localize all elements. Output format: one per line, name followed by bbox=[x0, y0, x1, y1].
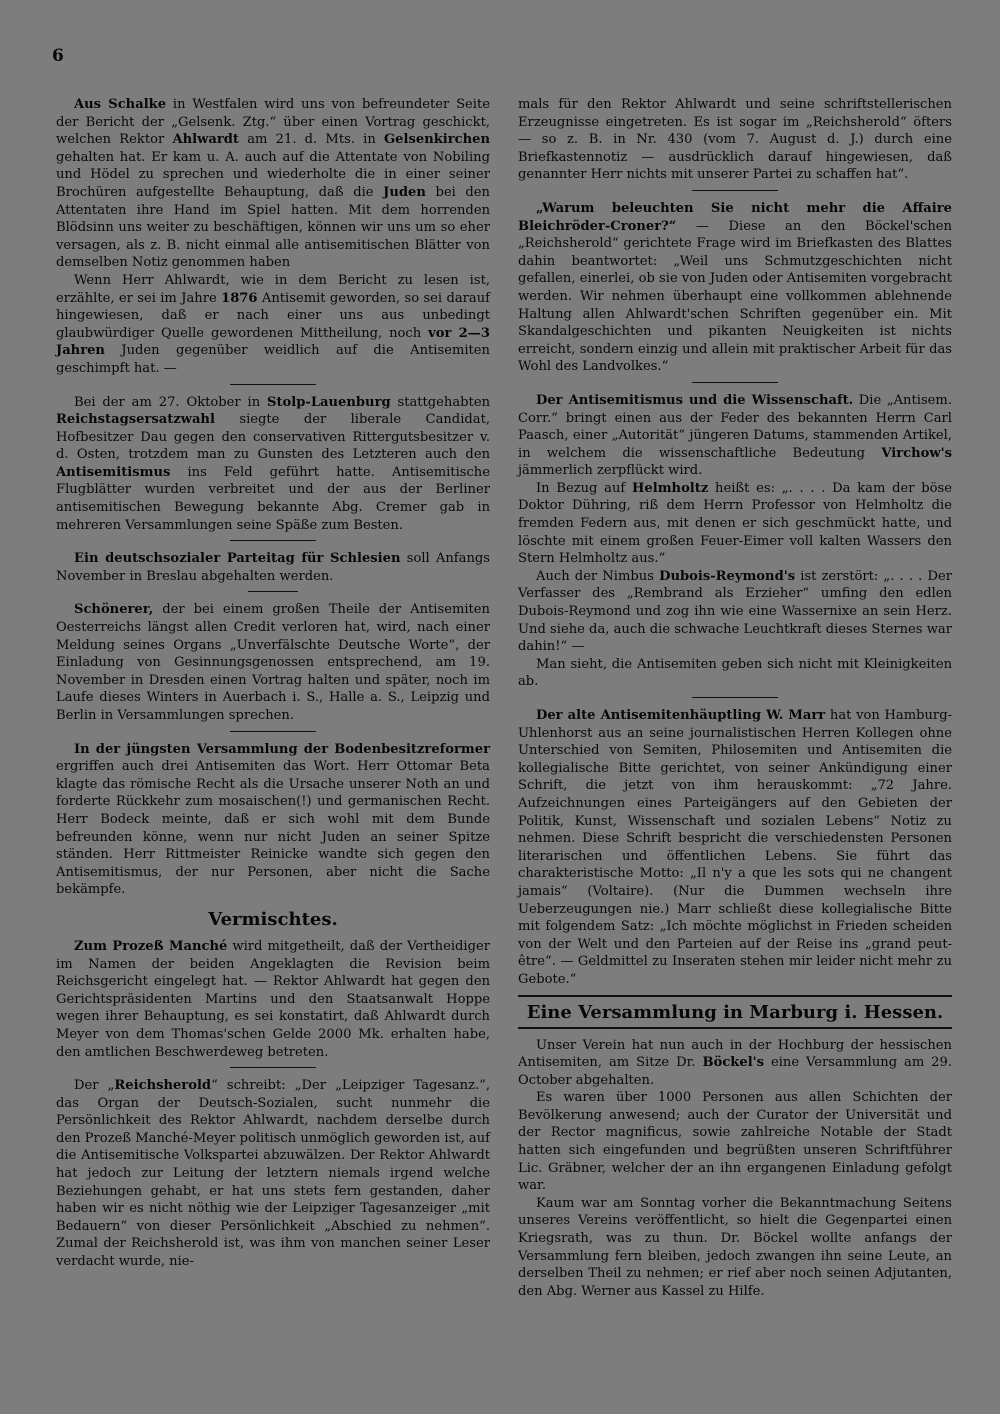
marburg-paragraph-3: Kaum war am Sonntag vorher die Bekanntmachung Seitens unseres Vereins veröffentlicht, so hielt die Gegenpartei einen Kriegsrath, was zu thun. Dr. Böckel wollte anfangs der Versammlung fern bleiben, jedoch zwangen ihn seine Leute, an derselben Theil zu nehmen; er rief aber noch seinen Adjutanten, den Abg. Werner aus Kassel zu Hilfe. bbox=[518, 1195, 952, 1299]
headline-wissenschaft: Der Antisemitismus und die Wissenschaft. bbox=[536, 392, 854, 408]
divider bbox=[692, 382, 778, 383]
reichsherold-continued: mals für den Rektor Ahlwardt und seine schriftstellerischen Erzeugnisse eingetreten. Es ist sogar im „Reichsherold“ öfters — so z. B. in Nr. 430 (vom 7. August d. J.) durch eine Briefkastennotiz — ausdrücklich darauf hingewiesen, daß genannter Herr nichts mit unserer Partei zu schaffen hat“. bbox=[518, 97, 952, 183]
divider bbox=[248, 591, 298, 592]
marburg-paragraph-2: Es waren über 1000 Personen aus allen Schichten der Bevölkerung anwesend; auch der Curator der Universität und der Rector magnificus, sowie zahlreiche Notable der Stadt hatten sich eingefunden und begrüßten unseren Schriftführer Lic. Gräbner, welcher der an ihn ergangenen Einladung gefolgt war. bbox=[518, 1090, 952, 1194]
divider bbox=[692, 190, 778, 191]
bodenbesitz-paragraph: In der jüngsten Versammlung der Bodenbesitzreformer ergriffen auch drei Antisemiten das Wort. Herr Ottomar Beta klagte das römische Recht als die Ursache unserer Noth an und forderte Rückkehr zum mosaischen(!) und germanischen Recht. Herr Bodeck meinte, daß er sich wohl mit dem Bunde befreunden könne, wenn nur nicht Juden an seiner Spitze ständen. Herr Rittmeister Reinicke wandte sich gegen den Antisemitismus, der nur Personen, aber nicht die Sache bekämpfe. bbox=[56, 741, 490, 898]
stolp-paragraph: Bei der am 27. Oktober in Stolp-Lauenburg stattgehabten Reichstagsersatzwahl siegte der liberale Candidat, Hofbesitzer Dau gegen den conservativen Rittergutsbesitzer v. d. Osten, trotzdem man zu Gunsten des Letzteren auch den Antisemitismus ins Feld geführt hatte. Antisemitische Flugblätter wurden verbreitet und der aus der Berliner antisemitischen Bewegung bekannte Abg. Cremer gab in mehreren Versammlungen seine Späße zum Besten. bbox=[56, 394, 490, 533]
divider bbox=[230, 1067, 316, 1068]
right-column bbox=[518, 96, 952, 1300]
reichsherold-paragraph: Der „Reichsherold“ schreibt: „Der „Leipziger Tagesanz.“, das Organ der Deutsch-Sozialen, sucht nunmehr die Persönlichkeit des Rektor Ahlwardt, nachdem derselbe durch den Prozeß Manché-Meyer politisch unmöglich geworden ist, auf die Antisemitische Volkspartei abzuwälzen. Der Rektor Ahlwardt hat jedoch zur Leitung der letztern niemals irgend welche Beziehungen gehabt, er hat uns stets fern gestanden, daher haben wir es nicht nöthig wie der Leipziger Tagesanzeiger „mit Bedauern“ von dieser Persönlichkeit „Abschied zu nehmen“. Zumal der Reichsherold ist, was ihm von manchen seiner Leser verdacht wurde, nie- bbox=[56, 1078, 491, 1270]
page-number: 6 bbox=[52, 46, 64, 66]
dubois-paragraph: Auch der Nimbus Dubois-Reymond's ist zerstört: „. . . . Der Verfasser des „Rembrand als Erzieher“ umfing den edlen Dubois-Reymond und zog ihn wie eine Wassernixe an sein Herz. Und siehe da, auch die schwache Leuchtkraft dieses Sternes war dahin!“ — bbox=[518, 568, 952, 655]
divider bbox=[692, 697, 778, 698]
headline-marburg: Eine Versammlung in Marburg i. Hessen. bbox=[518, 995, 952, 1029]
schoenerer-paragraph: Schönerer, der bei einem großen Theile der Antisemiten Oesterreichs längst allen Credit verloren hat, wird, nach einer Meldung seines Organs „Unverfälschte Deutsche Worte“, der Einladung von Gesinnungsgenossen entsprechend, am 19. November in Dresden einen Vortrag halten und später, noch im Laufe dieses Winters in Auerbach i. S., Halle a. S., Leipzig und Berlin in Versammlungen sprechen. bbox=[56, 602, 490, 723]
manche-paragraph: Zum Prozeß Manché wird mitgetheilt, daß der Vertheidiger im Namen der beiden Angeklagten die Revision beim Reichsgericht eingelegt hat. — Rektor Ahlwardt hat gegen den Gerichtspräsidenten Martins und den Staatsanwalt Hoppe wegen ihrer Behauptung, es sei konstatirt, daß Ahlwardt durch Meyer von dem Thomas'schen Gelde 2000 Mk. erhalten habe, den amtlichen Beschwerdeweg betreten. bbox=[56, 938, 490, 1060]
bleichroeder-paragraph: „Warum beleuchten Sie nicht mehr die Affaire Bleichröder-Croner?“ — Diese an den Böckel'schen „Reichsherold“ gerichtete Frage wird im Briefkasten des Blattes dahin beantwortet: „Weil uns Schmutzgeschichten nicht gefallen, einerlei, ob sie von Juden oder Antisemiten vorgebracht werden. Wir nehmen überhaupt eine vollkommen ablehnende Haltung allen Ahlwardt'schen Schriften gegenüber ein. Mit Skandalgeschichten und pikanten Neuigkeiten ist nichts erreicht, sondern einzig und allein mit praktischer Arbeit für das Wohl des Landvolkes.“ bbox=[518, 200, 952, 375]
headline-stolp: Stolp-Lauenburg bbox=[267, 394, 391, 410]
marburg-paragraph-1: Unser Verein hat nun auch in der Hochburg der hessischen Antisemiten, am Sitze Dr. Böckel's eine Versammlung am 29. October abgehalten. bbox=[518, 1037, 952, 1088]
headline-schalke: Aus Schalke bbox=[74, 97, 167, 112]
wissenschaft-paragraph: Der Antisemitismus und die Wissenschaft. Die „Antisem. Corr.“ bringt einen aus der Feder des bekannten Herrn Carl Paasch, einer „Autorität“ jüngeren Datums, stammenden Artikel, in welchem die wissenschaftliche Bedeutung Virchow's jämmerlich zerpflückt wird. bbox=[518, 392, 952, 479]
parteitag-paragraph: Ein deutschsozialer Parteitag für Schlesien soll Anfangs November in Breslau abgehalten werden. bbox=[56, 551, 490, 584]
divider bbox=[230, 731, 316, 732]
helmholtz-paragraph: In Bezug auf Helmholtz heißt es: „. . . . Da kam der böse Doktor Dühring, riß dem Herrn Professor von Helmholtz die fremden Federn aus, mit denen er sich geschmückt hatte, und löschte mit einem großen Feuer-Eimer voll kalten Wassers den Stern Helmholtz aus.“ bbox=[518, 480, 952, 567]
divider bbox=[230, 384, 316, 385]
wissenschaft-closing: Man sieht, die Antisemiten geben sich nicht mit Kleinigkeiten ab. bbox=[518, 656, 952, 690]
left-column bbox=[56, 96, 490, 1271]
section-heading-vermischtes: Vermischtes. bbox=[208, 908, 338, 930]
schalke-paragraph: Aus Schalke in Westfalen wird uns von befreundeter Seite der Bericht der „Gelsenk. Ztg.“ über einen Vortrag geschickt, welchen Rektor Ahlwardt am 21. d. Mts. in Gelsenkirchen gehalten hat. Er kam u. A. auch auf die Attentate von Nobiling und Hödel zu sprechen und wiederholte die in einer seiner Brochüren aufgestellte Behauptung, daß die Juden bei den Attentaten ihre Hand im Spiel hatten. Mit dem horrenden Blödsinn uns weiter zu beschäftigen, können wir uns um so eher versagen, als z. B. nicht einmal alle antisemitischen Blätter von demselben Notiz genommen haben bbox=[56, 97, 491, 271]
headline-bleichroeder: „Warum beleuchten Sie nicht mehr die Affaire Bleichröder-Croner?“ bbox=[518, 200, 952, 234]
headline-manche: Zum Prozeß Manché bbox=[74, 938, 228, 954]
schalke-paragraph-2: Wenn Herr Ahlwardt, wie in dem Bericht zu lesen ist, erzählte, er sei im Jahre 1876 Antisemit geworden, so sei darauf hingewiesen, daß er nach einer uns aus unbedingt glaubwürdiger Quelle gewordenen Mittheilung, noch vor 2—3 Jahren Juden gegenüber weidlich auf die Antisemiten geschimpft hat. — bbox=[56, 272, 491, 376]
headline-bodenbesitz: In der jüngsten Versammlung der Bodenbesitzreformer bbox=[74, 741, 490, 757]
divider bbox=[230, 540, 316, 541]
marr-paragraph: Der alte Antisemitenhäuptling W. Marr hat von Hamburg-Uhlenhorst aus an seine journalistischen Herren Kollegen ohne Unterschied von Semiten, Philosemiten und Antisemiten die kollegialische Bitte gerichtet, von seiner Ankündigung einer Schrift, die jetzt von ihm herauskommt: „72 Jahre. Aufzeichnungen eines Parteigängers auf den Gebieten der Politik, Kunst, Wissenschaft und sozialen Lebens“ Notiz zu nehmen. Diese Schrift bespricht die verschiedensten Personen literarischen und öffentlichen Lebens. Sie führt das charakteristische Motto: „Il n'y a que les sots qui ne changent jamais“ (Voltaire). (Nur die Dummen wechseln ihre Ueberzeugungen nie.) Marr schließt diese kollegialische Bitte mit folgendem Satz: „Ich möchte möglichst in Frieden scheiden von der Welt und den Parteien auf der Reise ins „grand peut-être“. — Geldmittel zu Inseraten stehen mir leider nicht mehr zu Gebote.“ bbox=[518, 708, 952, 987]
headline-parteitag: Ein deutschsozialer Parteitag für Schlesien bbox=[74, 551, 401, 567]
headline-marr: Der alte Antisemitenhäuptling W. Marr bbox=[536, 708, 826, 723]
headline-schoenerer: Schönerer, bbox=[74, 602, 154, 618]
headline-reichsherold: Reichsherold bbox=[114, 1078, 212, 1094]
